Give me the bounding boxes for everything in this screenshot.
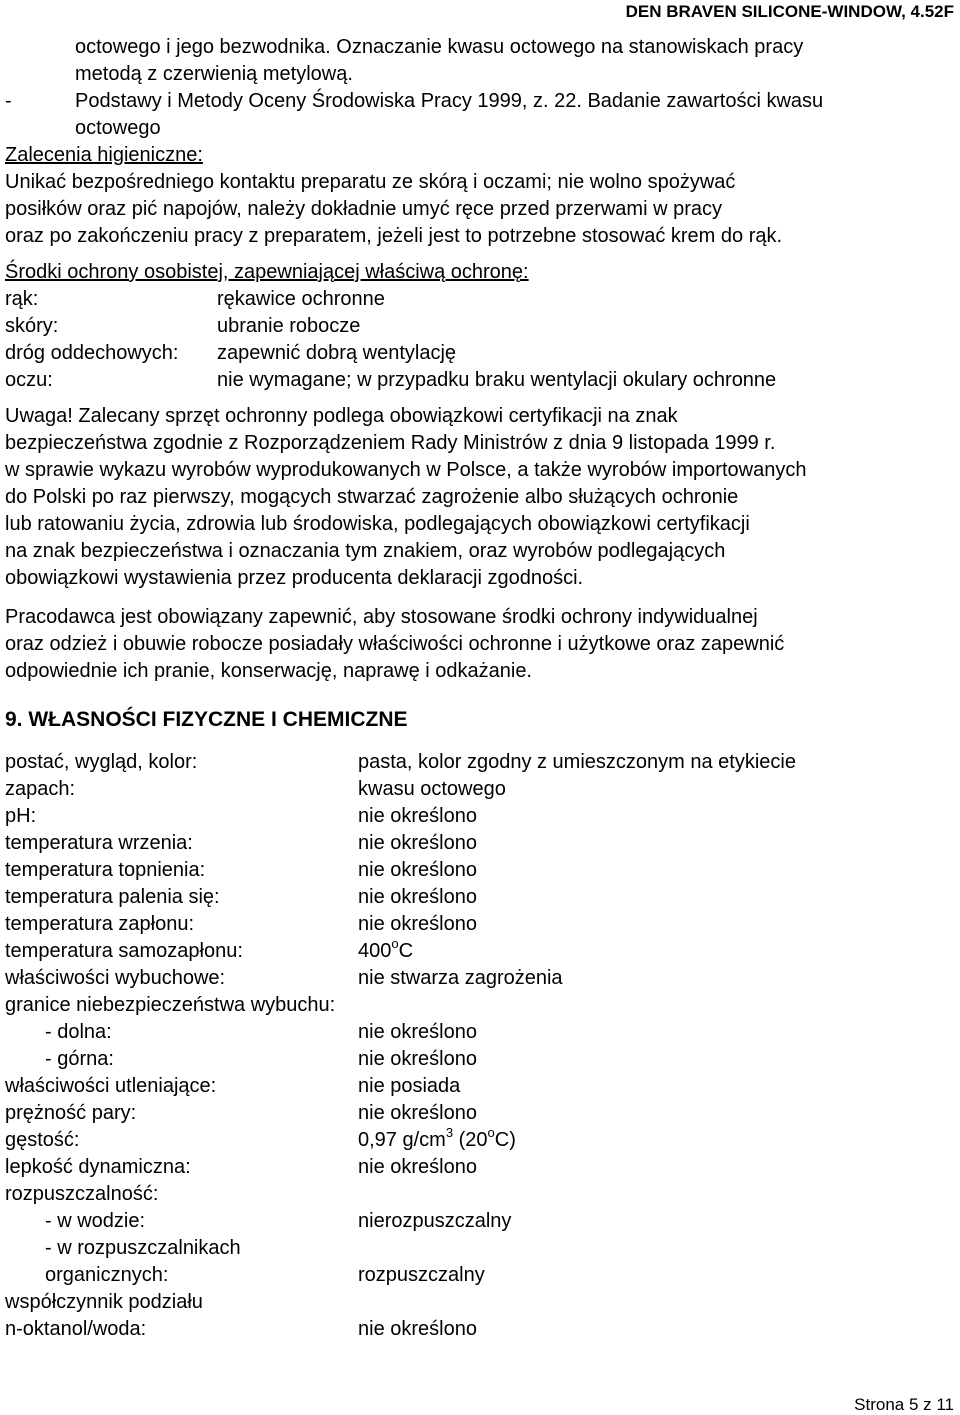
property-key-line-1: - w rozpuszczalnikach: [45, 1237, 241, 1259]
property-row: [5, 1235, 955, 1289]
warning-line-2: bezpieczeństwa zgodnie z Rozporządzeniem Rady Ministrów z dnia 9 listopada 1999 r.: [5, 432, 776, 454]
degree-superscript: o: [391, 936, 399, 951]
property-value: nie określono: [358, 886, 477, 908]
protection-value: rękawice ochronne: [217, 288, 385, 310]
cubic-superscript: 3: [445, 1125, 454, 1140]
property-row: [5, 1019, 955, 1046]
property-row: [5, 1073, 955, 1100]
property-key: pH:: [5, 805, 37, 827]
property-row: [5, 776, 955, 803]
property-key: temperatura samozapłonu:: [5, 940, 243, 962]
property-row: [5, 803, 955, 830]
protection-key: dróg oddechowych:: [5, 342, 179, 364]
property-value: nie określono: [358, 1156, 477, 1178]
property-value: pasta, kolor zgodny z umieszczonym na etykiecie: [358, 751, 796, 773]
property-key: właściwości wybuchowe:: [5, 967, 226, 989]
warning-line-3: w sprawie wykazu wyrobów wyprodukowanych w Polsce, a także wyrobów importowanych: [5, 459, 807, 481]
property-row: [5, 911, 955, 938]
hygiene-title: Zalecenia higieniczne:: [5, 144, 203, 166]
property-row: [5, 857, 955, 884]
hygiene-line-1: Unikać bezpośredniego kontaktu preparatu ze skórą i oczami; nie wolno spożywać: [5, 171, 736, 193]
density-temp-close: C): [494, 1129, 516, 1151]
property-key: [5, 1289, 358, 1343]
property-key: temperatura wrzenia:: [5, 832, 193, 854]
property-value: rozpuszczalny: [358, 1264, 485, 1286]
warning-line-7: obowiązkowi wystawienia przez producenta deklaracji zgodności.: [5, 567, 584, 589]
page-number: Strona 5 z 11: [854, 1395, 954, 1414]
property-row: [5, 1100, 955, 1127]
property-value: nie określono: [358, 1318, 477, 1340]
employer-line-2: oraz odzież i obuwie robocze posiadały właściwości ochronne i użytkowe oraz zapewnić: [5, 633, 785, 655]
property-row: [5, 965, 955, 992]
document-header-title: DEN BRAVEN SILICONE-WINDOW, 4.52F: [625, 2, 954, 21]
property-key: postać, wygląd, kolor:: [5, 751, 198, 773]
protection-row-respiratory: [5, 340, 955, 367]
property-key: [5, 1235, 358, 1289]
section-9-heading: 9. WŁASNOŚCI FIZYCZNE I CHEMICZNE: [5, 708, 408, 731]
autoignition-unit: C: [398, 940, 414, 962]
property-key: prężność pary:: [5, 1102, 137, 1124]
property-key: temperatura palenia się:: [5, 886, 220, 908]
reference-text: Podstawy i Metody Oceny Środowiska Pracy 1999, z. 22. Badanie zawartości kwasu: [75, 90, 824, 112]
property-key: temperatura topnienia:: [5, 859, 206, 881]
property-value: nie określono: [358, 1102, 477, 1124]
property-value: nie określono: [358, 1021, 477, 1043]
property-row: [5, 1208, 955, 1235]
property-key: lepkość dynamiczna:: [5, 1156, 191, 1178]
protection-value: ubranie robocze: [217, 315, 361, 337]
employer-line-1: Pracodawca jest obowiązany zapewnić, aby stosowane środki ochrony indywidualnej: [5, 606, 758, 628]
property-key: - dolna:: [45, 1021, 112, 1043]
page-content: [5, 34, 955, 1343]
property-row: [5, 938, 955, 965]
hygiene-line-2: posiłków oraz pić napojów, należy dokładnie umyć ręce przed przerwami w pracy: [5, 198, 722, 220]
employer-line-3: odpowiednie ich pranie, konserwację, naprawę i odkażanie.: [5, 660, 532, 682]
property-key: granice niebezpieczeństwa wybuchu:: [5, 994, 336, 1016]
property-value: kwasu octowego: [358, 778, 506, 800]
intro-line-2: metodą z czerwienią metylową.: [75, 63, 353, 85]
properties-table: [5, 749, 955, 1343]
autoignition-number: 400: [358, 940, 392, 962]
protection-title: Środki ochrony osobistej, zapewniającej właściwą ochronę:: [5, 261, 529, 283]
property-value: nie określono: [358, 832, 477, 854]
property-key: temperatura zapłonu:: [5, 913, 195, 935]
protection-row-eyes: [5, 367, 955, 394]
property-value: nie określono: [358, 805, 477, 827]
property-row: [5, 884, 955, 911]
property-row: [5, 1181, 955, 1208]
property-key: - górna:: [45, 1048, 114, 1070]
property-value: nie stwarza zagrożenia: [358, 967, 563, 989]
property-row: [5, 1289, 955, 1343]
property-row: [5, 992, 955, 1019]
property-value: nie posiada: [358, 1075, 461, 1097]
property-key-line-2: organicznych:: [45, 1264, 169, 1286]
protection-value: nie wymagane; w przypadku braku wentylacji okulary ochronne: [217, 369, 777, 391]
property-value: nie określono: [358, 859, 477, 881]
warning-line-4: do Polski po raz pierwszy, mogących stwarzać zagrożenie albo służących ochronie: [5, 486, 739, 508]
property-key: gęstość:: [5, 1129, 80, 1151]
warning-line-6: na znak bezpieczeństwa i oznaczania tym znakiem, oraz wyrobów podlegających: [5, 540, 726, 562]
protection-value: zapewnić dobrą wentylację: [217, 342, 457, 364]
intro-line-4: octowego: [75, 117, 161, 139]
protection-key: oczu:: [5, 369, 53, 391]
protection-row-hands: [5, 286, 955, 313]
property-key: - w wodzie:: [45, 1210, 146, 1232]
hygiene-line-3: oraz po zakończeniu pracy z preparatem, jeżeli jest to potrzebne stosować krem do rąk.: [5, 225, 783, 247]
property-value: nie określono: [358, 913, 477, 935]
property-key-line-1: współczynnik podziału: [5, 1291, 203, 1313]
protection-key: skóry:: [5, 315, 59, 337]
property-row: [5, 1127, 955, 1154]
protection-key: rąk:: [5, 288, 39, 310]
property-row: [5, 1154, 955, 1181]
property-value: [358, 938, 413, 965]
property-key-line-2: n-oktanol/woda:: [5, 1318, 147, 1340]
density-temp-open: (20: [453, 1129, 488, 1151]
protection-row-skin: [5, 313, 955, 340]
property-row: [5, 749, 955, 776]
property-value: [358, 1127, 516, 1154]
property-row: [5, 1046, 955, 1073]
degree-superscript: o: [487, 1125, 495, 1140]
reference-dash: -: [5, 90, 12, 112]
reference-item: [5, 88, 955, 115]
warning-line-5: lub ratowaniu życia, zdrowia lub środowiska, podlegających obowiązkowi certyfikacji: [5, 513, 750, 535]
density-value: 0,97 g/cm: [358, 1129, 446, 1151]
property-row: [5, 830, 955, 857]
property-value: nie określono: [358, 1048, 477, 1070]
intro-line-1: octowego i jego bezwodnika. Oznaczanie kwasu octowego na stanowiskach pracy: [75, 36, 804, 58]
property-key: właściwości utleniające:: [5, 1075, 217, 1097]
property-key: zapach:: [5, 778, 76, 800]
property-key: rozpuszczalność:: [5, 1183, 159, 1205]
property-value: nierozpuszczalny: [358, 1210, 512, 1232]
warning-line-1: Uwaga! Zalecany sprzęt ochronny podlega obowiązkowi certyfikacji na znak: [5, 405, 678, 427]
